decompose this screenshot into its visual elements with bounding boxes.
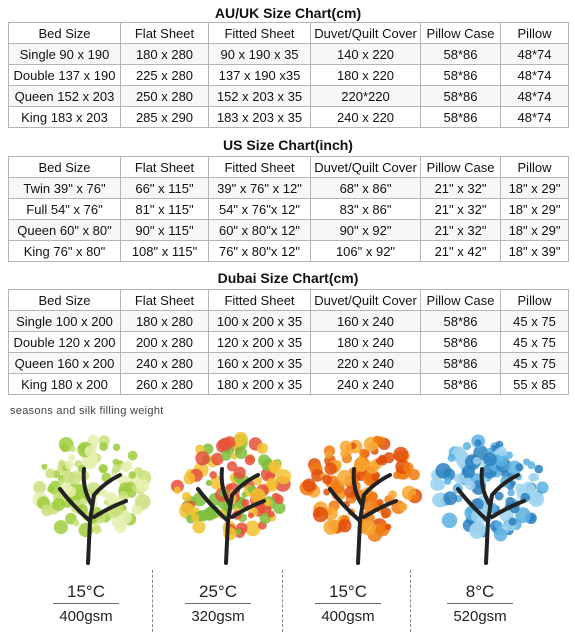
spring-tree-icon	[22, 425, 162, 565]
table-row	[9, 241, 569, 262]
table-cell: Queen 160 x 200	[9, 353, 121, 374]
column-header: Bed Size	[9, 157, 121, 178]
autumn-tree-icon	[292, 425, 432, 565]
table-cell: 240 x 240	[311, 374, 421, 395]
table-cell: 21" x 42"	[421, 241, 501, 262]
au-uk-size-table	[8, 22, 569, 128]
table-cell: 225 x 280	[121, 65, 209, 86]
table-cell: 18" x 29"	[501, 178, 569, 199]
table-cell: Double 137 x 190	[9, 65, 121, 86]
table-cell: 220 x 240	[311, 353, 421, 374]
table-cell: 90" x 92"	[311, 220, 421, 241]
table-cell: 285 x 290	[121, 107, 209, 128]
seasons-caption: seasons and silk filling weight	[10, 405, 164, 417]
underline	[185, 603, 251, 604]
table-cell: Full 54" x 76"	[9, 199, 121, 220]
autumn-temperature: 15°C	[329, 582, 367, 601]
column-header: Bed Size	[9, 23, 121, 44]
table-row	[9, 107, 569, 128]
column-header: Pillow Case	[421, 157, 501, 178]
table-cell: Twin 39" x 76"	[9, 178, 121, 199]
table-cell: King 183 x 203	[9, 107, 121, 128]
table-cell: 137 x 190 x35	[209, 65, 311, 86]
table-row	[9, 178, 569, 199]
table-cell: 58*86	[421, 374, 501, 395]
table-cell: 18" x 39"	[501, 241, 569, 262]
table-cell: 180 x 220	[311, 65, 421, 86]
column-header: Pillow Case	[421, 23, 501, 44]
summer-tree-icon	[160, 425, 300, 565]
table-cell: 54" x 76"x 12"	[209, 199, 311, 220]
table-cell: 21" x 32"	[421, 220, 501, 241]
table-row	[9, 374, 569, 395]
column-header: Duvet/Quilt Cover	[311, 157, 421, 178]
table-cell: 90 x 190 x 35	[209, 44, 311, 65]
column-header: Pillow	[501, 290, 569, 311]
au-uk-chart-title: AU/UK Size Chart(cm)	[214, 5, 362, 21]
table-cell: 180 x 240	[311, 332, 421, 353]
winter-tree-icon	[420, 425, 560, 565]
column-header: Flat Sheet	[121, 157, 209, 178]
column-header: Fitted Sheet	[209, 157, 311, 178]
table-cell: 183 x 203 x 35	[209, 107, 311, 128]
table-cell: 18" x 29"	[501, 220, 569, 241]
table-cell: 58*86	[421, 311, 501, 332]
table-cell: 180 x 280	[121, 44, 209, 65]
table-cell: 66" x 115"	[121, 178, 209, 199]
table-cell: King 76" x 80"	[9, 241, 121, 262]
table-header-row	[9, 157, 569, 178]
column-header: Duvet/Quilt Cover	[311, 290, 421, 311]
table-row	[9, 311, 569, 332]
table-cell: 48*74	[501, 65, 569, 86]
table-cell: King 180 x 200	[9, 374, 121, 395]
table-cell: 140 x 220	[311, 44, 421, 65]
table-row	[9, 65, 569, 86]
table-cell: 90" x 115"	[121, 220, 209, 241]
table-row	[9, 353, 569, 374]
table-cell: 58*86	[421, 44, 501, 65]
dubai-chart-title: Dubai Size Chart(cm)	[217, 270, 359, 286]
underline	[53, 603, 119, 604]
table-row	[9, 44, 569, 65]
table-cell: 180 x 200 x 35	[209, 374, 311, 395]
table-cell: Double 120 x 200	[9, 332, 121, 353]
table-cell: 240 x 280	[121, 353, 209, 374]
table-row	[9, 220, 569, 241]
divider	[282, 570, 283, 632]
table-cell: 152 x 203 x 35	[209, 86, 311, 107]
table-cell: 68" x 86"	[311, 178, 421, 199]
table-row	[9, 199, 569, 220]
spring-weight: 400gsm	[59, 608, 113, 625]
table-cell: 60" x 80"x 12"	[209, 220, 311, 241]
table-cell: 39" x 76" x 12"	[209, 178, 311, 199]
table-cell: 81" x 115"	[121, 199, 209, 220]
table-cell: 220*220	[311, 86, 421, 107]
column-header: Flat Sheet	[121, 23, 209, 44]
column-header: Pillow	[501, 157, 569, 178]
table-cell: 18" x 29"	[501, 199, 569, 220]
column-header: Flat Sheet	[121, 290, 209, 311]
table-cell: 250 x 280	[121, 86, 209, 107]
divider	[152, 570, 153, 632]
table-cell: 58*86	[421, 86, 501, 107]
table-cell: 76" x 80"x 12"	[209, 241, 311, 262]
column-header: Pillow Case	[421, 290, 501, 311]
table-row	[9, 332, 569, 353]
summer-temperature: 25°C	[199, 582, 237, 601]
autumn-weight: 400gsm	[321, 608, 375, 625]
column-header: Pillow	[501, 23, 569, 44]
winter-weight: 520gsm	[453, 608, 507, 625]
table-cell: Queen 60" x 80"	[9, 220, 121, 241]
table-cell: 45 x 75	[501, 311, 569, 332]
table-cell: 200 x 280	[121, 332, 209, 353]
table-cell: 45 x 75	[501, 332, 569, 353]
table-cell: 21" x 32"	[421, 178, 501, 199]
column-header: Bed Size	[9, 290, 121, 311]
table-cell: 83" x 86"	[311, 199, 421, 220]
table-cell: Queen 152 x 203	[9, 86, 121, 107]
winter-temperature: 8°C	[465, 582, 495, 601]
table-cell: 58*86	[421, 332, 501, 353]
table-header-row	[9, 23, 569, 44]
us-chart-title: US Size Chart(inch)	[223, 137, 353, 153]
spring-temperature: 15°C	[67, 582, 105, 601]
dubai-size-table	[8, 289, 569, 395]
table-cell: 108" x 115"	[121, 241, 209, 262]
table-cell: 180 x 280	[121, 311, 209, 332]
table-cell: 260 x 280	[121, 374, 209, 395]
table-cell: Single 100 x 200	[9, 311, 121, 332]
table-row	[9, 86, 569, 107]
table-cell: 58*86	[421, 353, 501, 374]
table-cell: 55 x 85	[501, 374, 569, 395]
table-header-row	[9, 290, 569, 311]
table-cell: 100 x 200 x 35	[209, 311, 311, 332]
table-cell: 160 x 240	[311, 311, 421, 332]
table-cell: 58*86	[421, 65, 501, 86]
table-cell: 48*74	[501, 86, 569, 107]
table-cell: 120 x 200 x 35	[209, 332, 311, 353]
table-cell: 21" x 32"	[421, 199, 501, 220]
column-header: Fitted Sheet	[209, 290, 311, 311]
table-cell: 240 x 220	[311, 107, 421, 128]
table-cell: 160 x 200 x 35	[209, 353, 311, 374]
us-size-table	[8, 156, 569, 262]
summer-weight: 320gsm	[191, 608, 245, 625]
table-cell: 48*74	[501, 44, 569, 65]
column-header: Duvet/Quilt Cover	[311, 23, 421, 44]
table-cell: 58*86	[421, 107, 501, 128]
underline	[447, 603, 513, 604]
table-cell: Single 90 x 190	[9, 44, 121, 65]
table-cell: 106" x 92"	[311, 241, 421, 262]
divider	[410, 570, 411, 632]
table-cell: 45 x 75	[501, 353, 569, 374]
column-header: Fitted Sheet	[209, 23, 311, 44]
underline	[315, 603, 381, 604]
table-cell: 48*74	[501, 107, 569, 128]
